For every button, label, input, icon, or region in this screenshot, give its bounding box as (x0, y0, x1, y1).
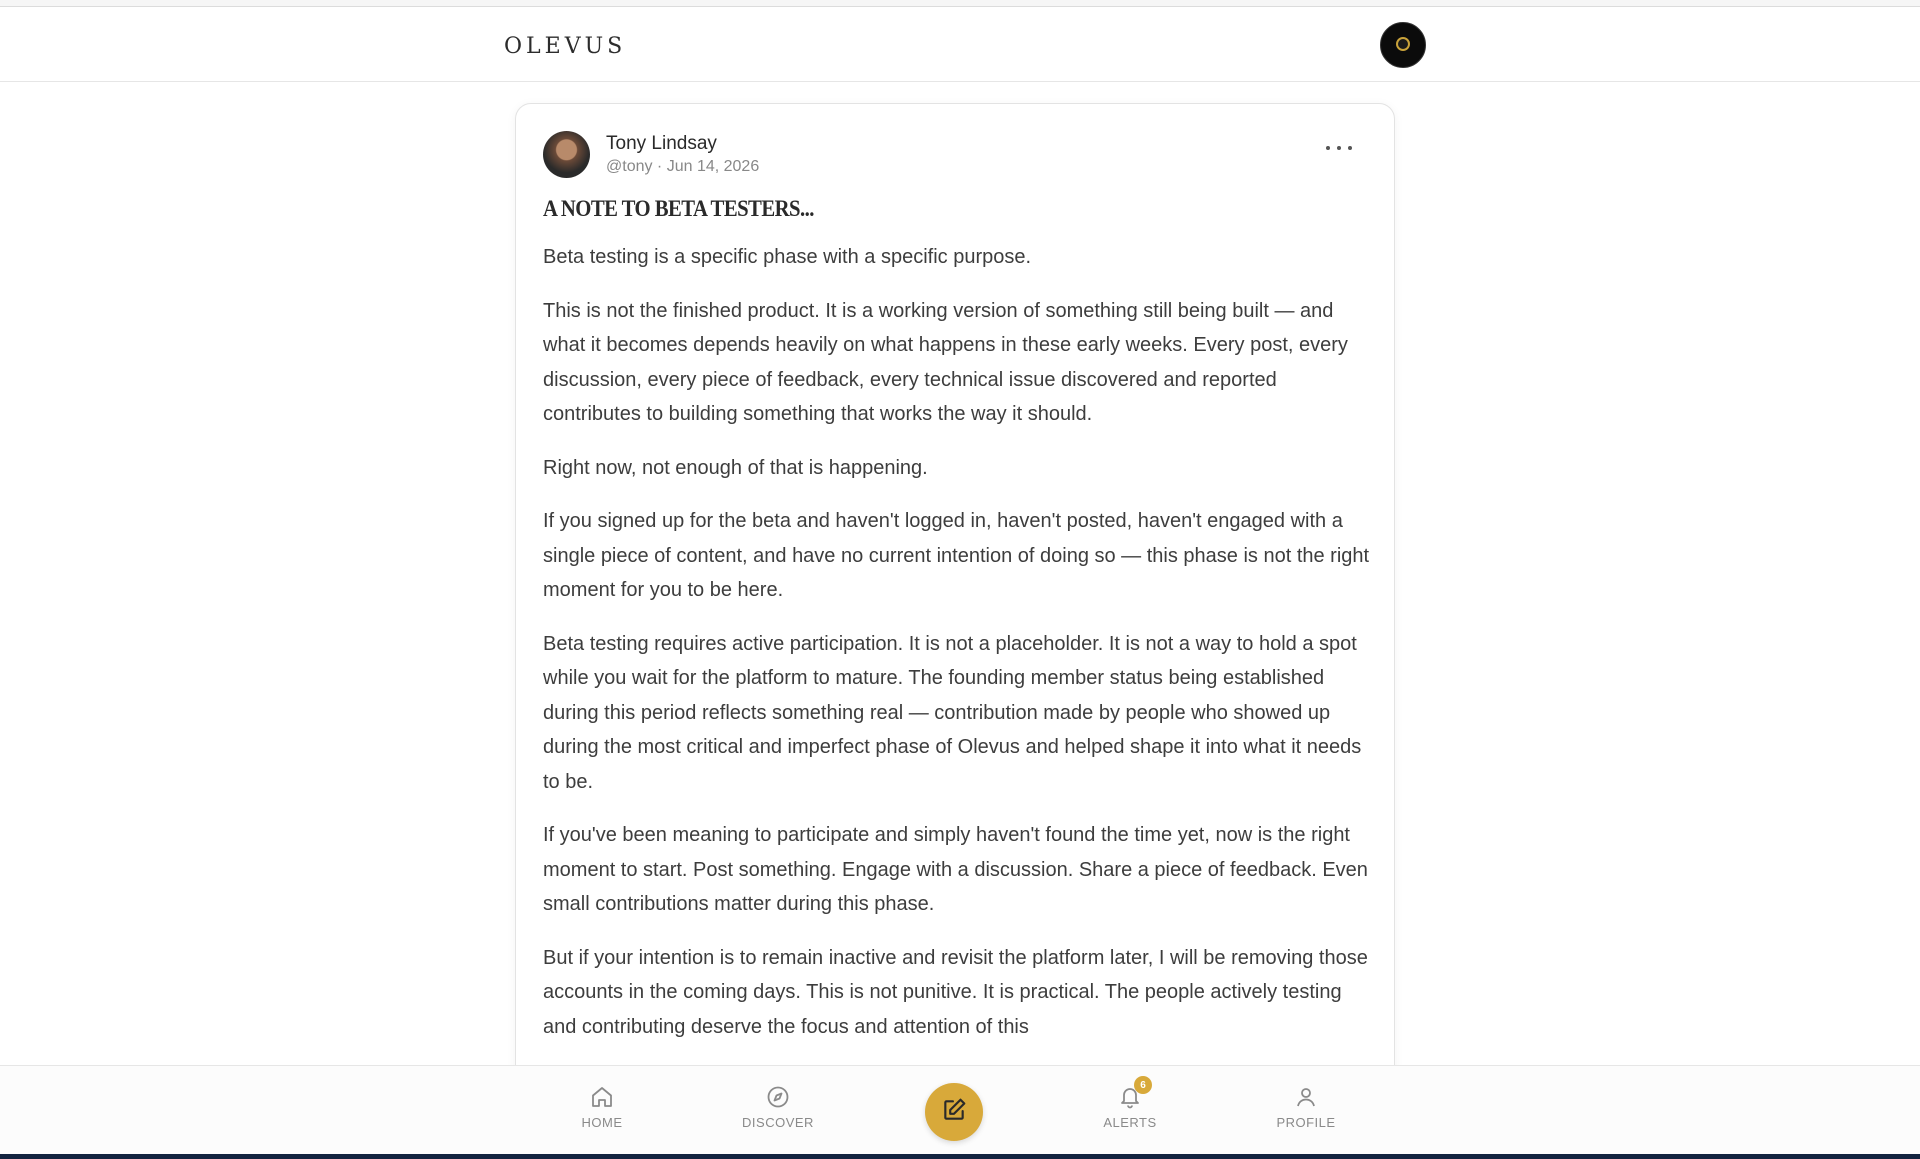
nav-home[interactable] (547, 1084, 657, 1130)
person-icon (1293, 1084, 1319, 1110)
post-title: A NOTE TO BETA TESTERS... (543, 196, 814, 221)
nav-profile[interactable] (1251, 1084, 1361, 1130)
bell-icon (1117, 1079, 1146, 1110)
post-paragraph: This is not the finished product. It is a working version of something still being built — and what it becomes depends heavily on what happens in these early weeks. Every post, every discussion, every piece of feedback, every technical issue discovered and reported contributes to building something that works the way it should. (543, 299, 1348, 425)
compass-icon (765, 1084, 791, 1110)
app-header (0, 8, 1920, 82)
nav-home-label: HOME (581, 1115, 623, 1130)
compose-button[interactable] (925, 1083, 983, 1141)
post-card (515, 103, 1395, 1159)
nav-discover-label: DISCOVER (742, 1115, 814, 1130)
browser-top-edge (0, 0, 1920, 7)
dot-icon (1348, 146, 1352, 150)
dot-icon (1326, 146, 1330, 150)
post-paragraph: Right now, not enough of that is happening. (543, 456, 928, 479)
nav-discover[interactable] (723, 1084, 833, 1130)
bottom-navigation (0, 1065, 1920, 1154)
post-paragraph: If you signed up for the beta and haven't logged in, haven't posted, haven't engaged with a single piece of content, and have no current intention of doing so — this phase is not the right moment for you to be here. (543, 510, 1370, 601)
dot-icon (1337, 146, 1341, 150)
post-body (543, 240, 1373, 1063)
user-avatar[interactable] (1380, 22, 1426, 68)
author-name[interactable]: Tony Lindsay (606, 133, 717, 154)
logo[interactable]: OLEVUS (504, 34, 627, 59)
author-avatar[interactable] (543, 131, 590, 178)
post-paragraph: Beta testing requires active participation. It is not a placeholder. It is not a way to hold a spot while you wait for the platform to mature. The founding member status being established during this period reflects something real — contribution made by people who showed up during the most critical and imperfect phase of Olevus and helped shape it into what it needs to be. (543, 632, 1362, 793)
os-taskbar-edge (0, 1154, 1920, 1159)
post-paragraph: If you've been meaning to participate and simply haven't found the time yet, now is the right moment to start. Post something. Engage with a discussion. Share a piece of feedback. Even small contributions matter during this phase. (543, 824, 1368, 915)
nav-alerts[interactable] (1075, 1079, 1185, 1130)
author-meta: @tony · Jun 14, 2026 (606, 158, 760, 175)
nav-alerts-label: ALERTS (1103, 1115, 1157, 1130)
alerts-badge: 6 (1134, 1076, 1152, 1094)
more-options-button[interactable] (1326, 140, 1352, 156)
compose-icon (941, 1097, 967, 1128)
nav-profile-label: PROFILE (1276, 1115, 1336, 1130)
post-paragraph: Beta testing is a specific phase with a specific purpose. (543, 246, 1032, 268)
home-icon (589, 1084, 615, 1110)
olevus-emblem-icon (1396, 37, 1410, 51)
post-paragraph: But if your intention is to remain inactive and revisit the platform later, I will be removing those accounts in the coming days. This is not punitive. It is practical. The people actively testing and contributing deserve the focus and attention of this (543, 946, 1368, 1038)
